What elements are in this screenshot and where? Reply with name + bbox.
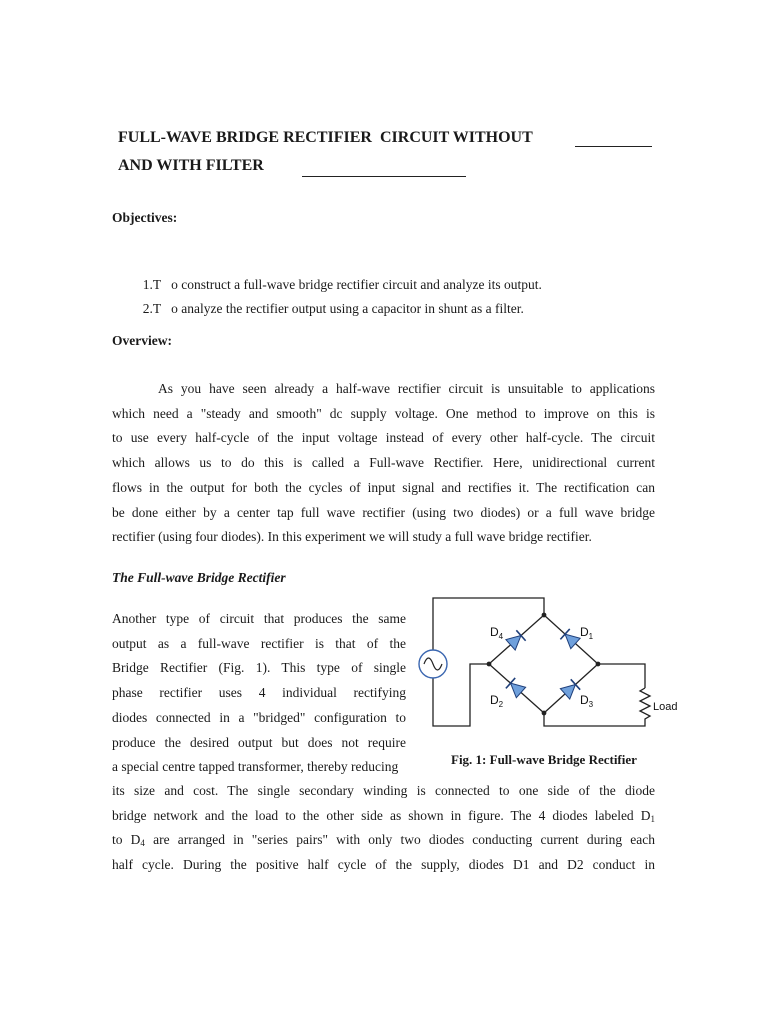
bridge-left-paragraph	[112, 607, 406, 755]
bridge-section-heading: The Full-wave Bridge Rectifier	[112, 570, 286, 585]
paragraph-line: to $D_4$ are arranged in "series pairs" with only two diodes conducting current during each	[112, 832, 655, 849]
paragraph-line: diodes connected in a "bridged" configuration to	[112, 709, 406, 725]
paragraph-line: be done either by a center tap full wave rectifier (using two diodes) or a full wave bridge	[112, 504, 655, 520]
label-d3: $D_3$	[580, 693, 594, 709]
paragraph-line: which allows us to do this is called a Full-wave Rectifier. Here, unidirectional current	[112, 455, 655, 471]
objective-number: 2.T	[142, 301, 162, 316]
paragraph-line: bridge network and the load to the other side as shown in figure. The 4 diodes labeled $D_1$	[112, 807, 655, 824]
objective-text: o construct a full-wave bridge rectifier circuit and analyze its output.	[171, 277, 542, 292]
title-underline-2	[302, 176, 466, 177]
label-d1: $D_1$	[580, 625, 594, 641]
paragraph-line: produce the desired output but does not require	[112, 734, 406, 750]
label-load: Load	[653, 701, 678, 713]
paragraph-line: its size and cost. The single secondary winding is connected to one side of the diode	[112, 783, 655, 798]
paragraph-line: which need a "steady and smooth" dc supply voltage. One method to improve on this is	[112, 405, 655, 421]
paragraph-line: flows in the output for both the cycles of input signal and rectifies it. The rectification can	[112, 479, 655, 495]
objective-number: 1.T	[142, 277, 162, 292]
junction-dot	[542, 613, 547, 618]
source-wire-top	[433, 598, 544, 650]
bridge-left-last-line: a special centre tapped transformer, thereby reducing	[112, 759, 399, 774]
paragraph-line: Bridge Rectifier (Fig. 1). This type of single	[112, 660, 406, 676]
title-underline-1	[575, 146, 652, 147]
junction-dot	[487, 662, 492, 667]
output-wire-top	[598, 664, 645, 688]
paragraph-line: Another type of circuit that produces the same	[112, 611, 406, 626]
objectives-heading: Objectives:	[112, 210, 178, 225]
objective-text: o analyze the rectifier output using a capacitor in shunt as a filter.	[171, 301, 524, 316]
overview-heading: Overview:	[112, 333, 172, 348]
bridge-rectifier-diagram	[412, 588, 678, 738]
document-title-line-1: FULL-WAVE BRIDGE RECTIFIER CIRCUIT WITHOUT	[118, 129, 533, 146]
paragraph-line: half cycle. During the positive half cycle of the supply, diodes D1 and D2 conduct in	[112, 857, 655, 873]
output-wire-bottom	[544, 713, 645, 726]
junction-dot	[596, 662, 601, 667]
paragraph-line: to use every half-cycle of the input voltage instead of every other half-cycle. The circuit	[112, 430, 655, 446]
paragraph-line: rectifier (using four diodes). In this experiment we will study a full wave bridge rectifier.	[112, 529, 592, 545]
label-d2: $D_2$	[490, 693, 504, 709]
paragraph-line: As you have seen already a half-wave rectifier circuit is unsuitable to applications	[158, 381, 655, 396]
overview-paragraph	[112, 377, 655, 550]
figure-caption: Fig. 1: Full-wave Bridge Rectifier	[451, 752, 637, 767]
bridge-full-paragraph	[112, 779, 655, 878]
label-d4: $D_4$	[490, 625, 504, 641]
load-resistor	[640, 688, 650, 722]
paragraph-line: output as a full-wave rectifier is that of the	[112, 635, 406, 651]
junction-dot	[542, 711, 547, 716]
document-title-line-2: AND WITH FILTER	[118, 157, 264, 174]
objective-item-2	[136, 285, 524, 317]
paragraph-line: phase rectifier uses 4 individual rectifying	[112, 685, 406, 701]
